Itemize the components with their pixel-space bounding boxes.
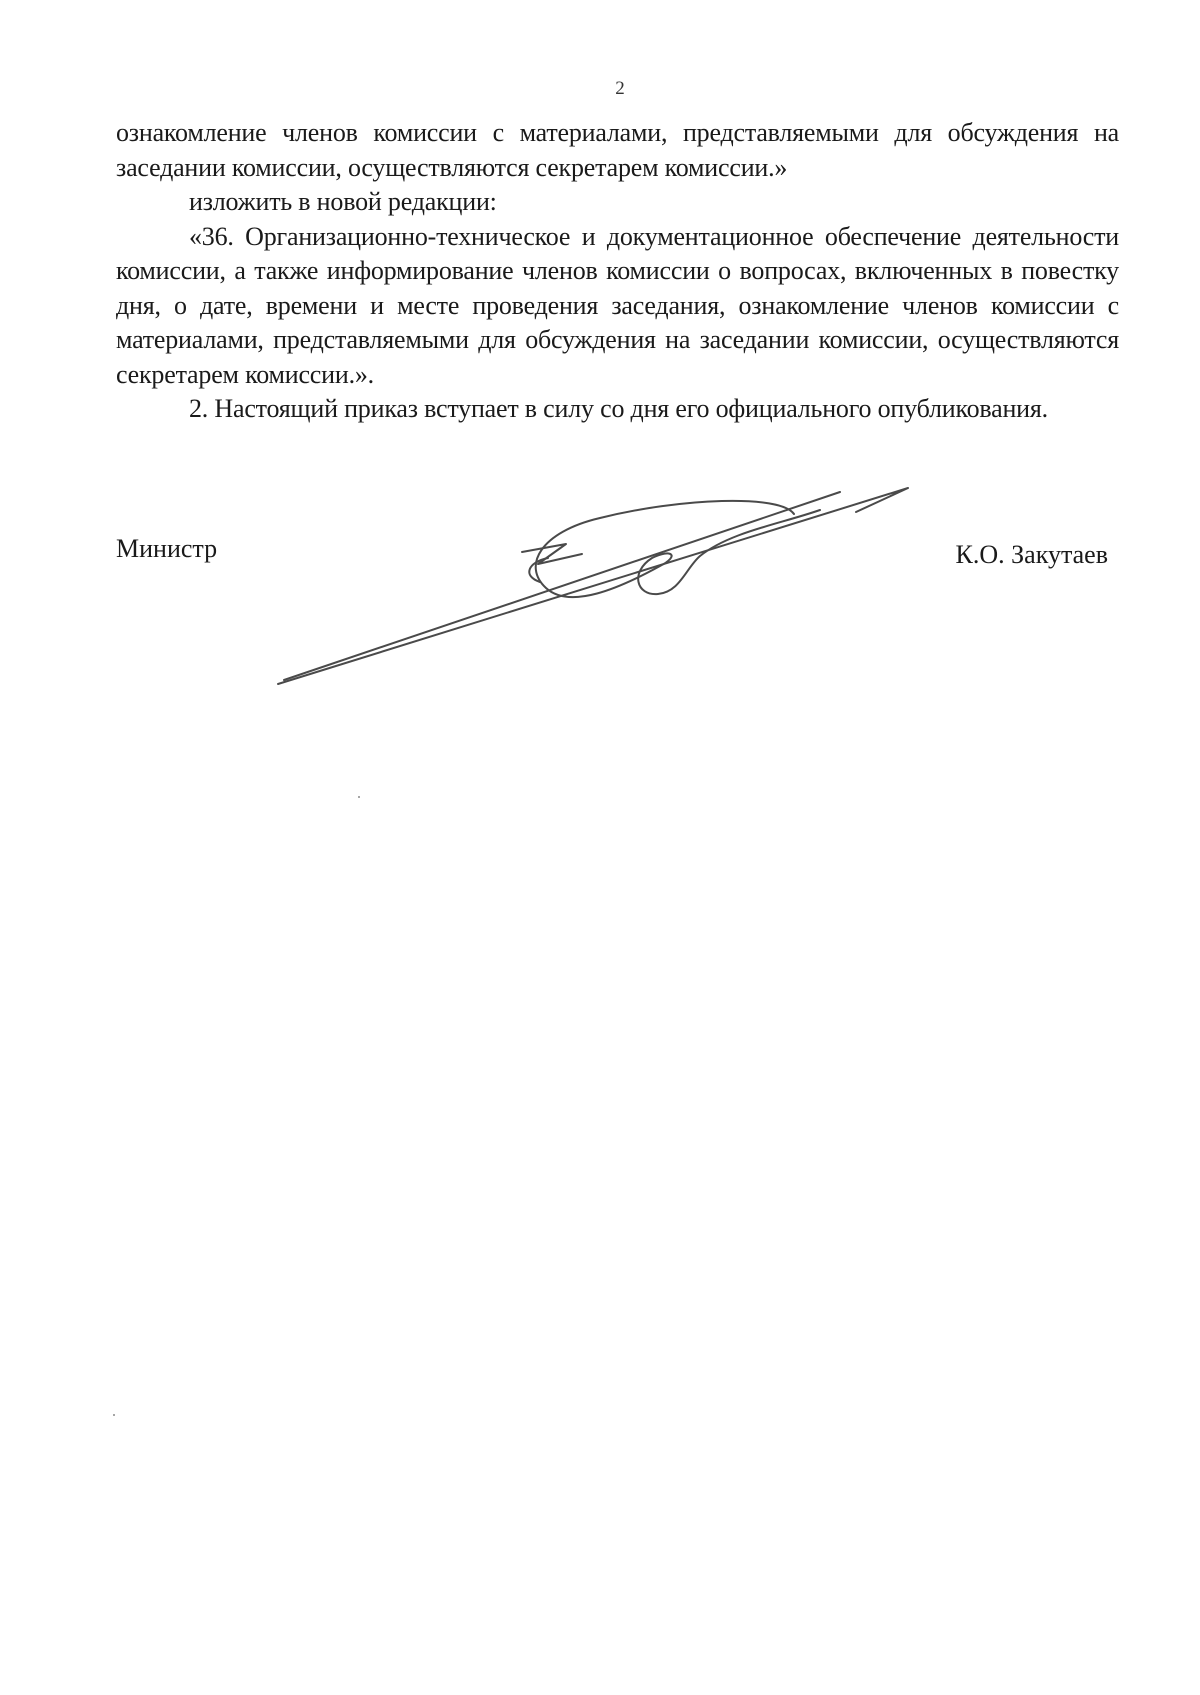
paragraph-effective-date: 2. Настоящий приказ вступает в силу со дня его официального опубликования.: [189, 394, 1048, 423]
page-number: 2: [615, 78, 625, 99]
signer-position: Министр: [116, 534, 218, 563]
document-body: [116, 116, 1119, 427]
signer-name: К.О. Закутаев: [955, 540, 1108, 569]
scan-speck: [358, 796, 360, 798]
scan-speck: [113, 1414, 115, 1416]
paragraph-instruction: изложить в новой редакции:: [189, 187, 497, 216]
paragraph-clause-36: «36. Организационно-техническое и документационное обеспечение деятельности комиссии, а также информирование членов комиссии о вопросах, включенных в повестку дня, о дате, времени и месте проведения заседания, ознакомление членов комиссии с материалами, представляемыми для обсуждения на заседании комиссии, осуществляются секретарем комиссии.».: [116, 221, 1119, 389]
handwritten-signature: [260, 470, 920, 710]
paragraph-continuation: ознакомление членов комиссии с материалами, представляемыми для обсуждения на заседании комиссии, осуществляются секретарем комиссии.»: [116, 118, 1119, 182]
